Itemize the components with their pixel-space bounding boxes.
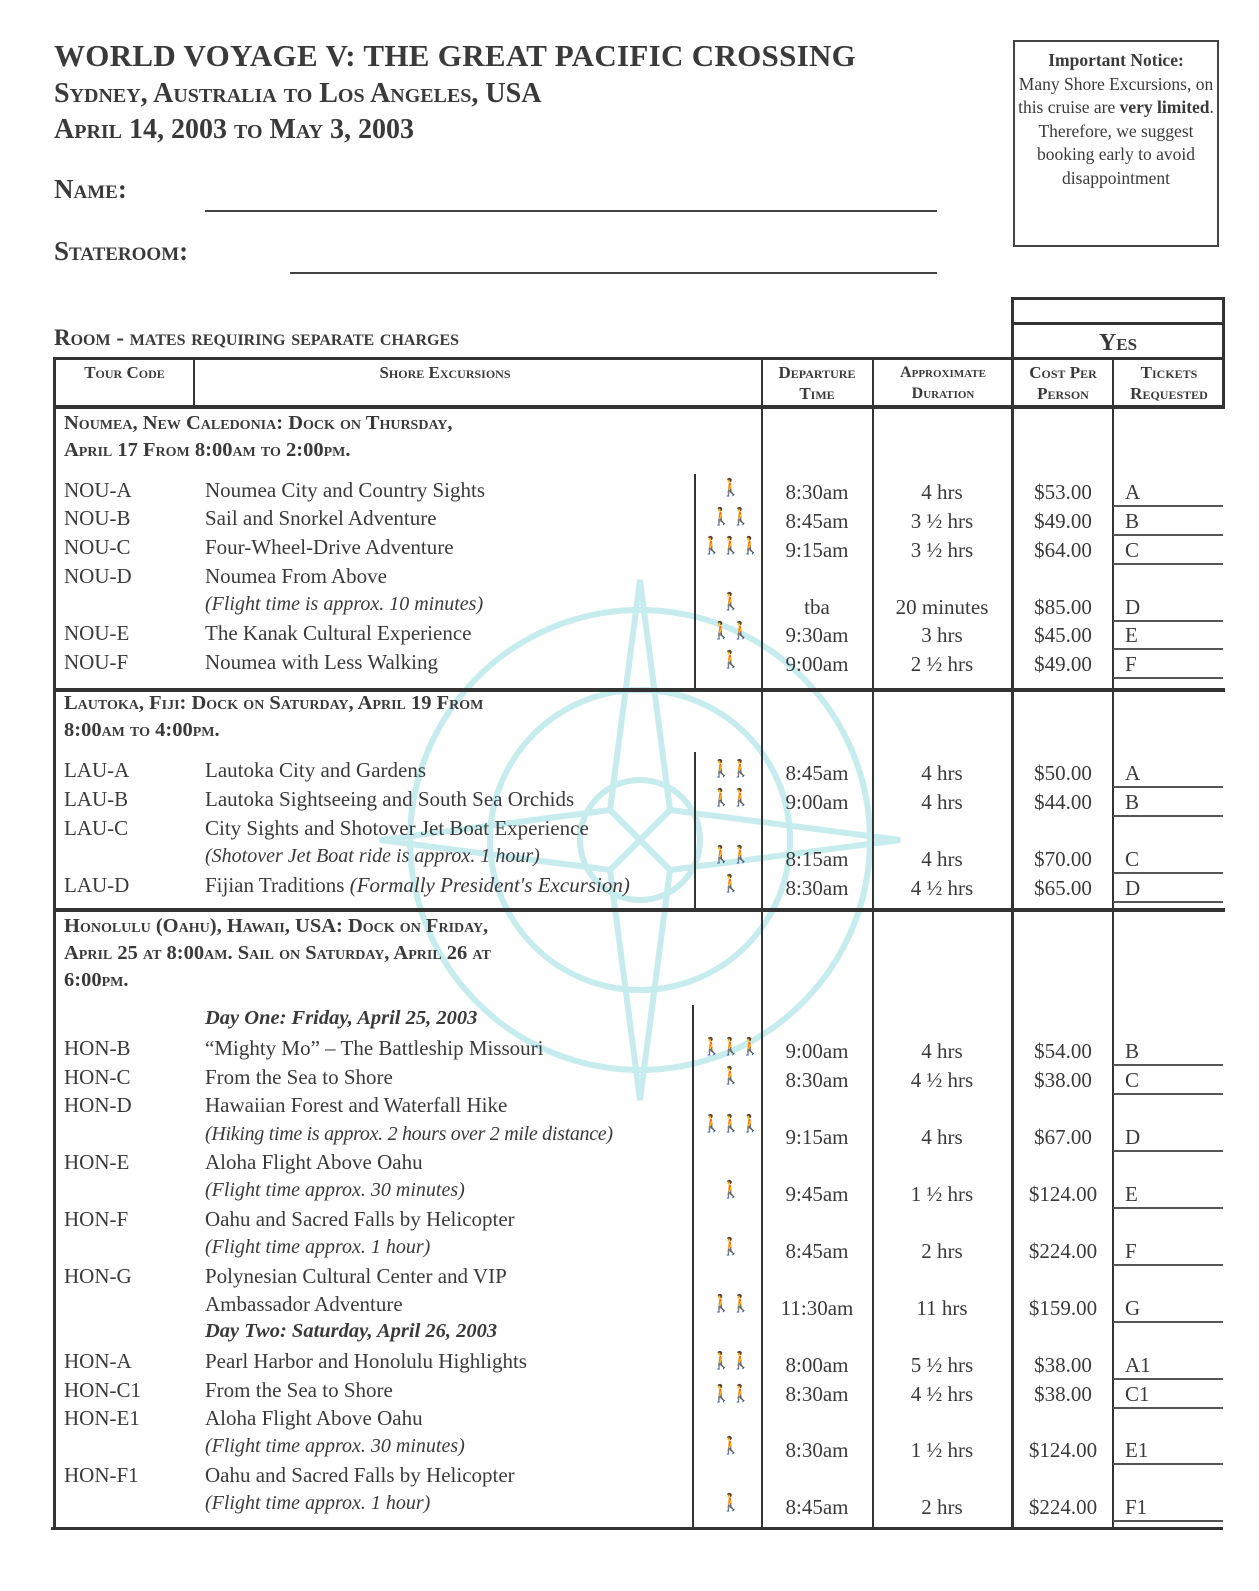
ticket-entry-line[interactable]	[1113, 1463, 1223, 1465]
table-top-rule	[53, 357, 1225, 360]
ticket-entry-line[interactable]	[1113, 1321, 1223, 1323]
ticket-code: E	[1125, 1182, 1138, 1206]
ticket-code: D	[1125, 595, 1141, 619]
excursion-name: Noumea with Less Walking	[205, 650, 438, 674]
tour-code: HON-C1	[64, 1378, 141, 1402]
ticket-code: A1	[1125, 1353, 1151, 1377]
excursion-name: Oahu and Sacred Falls by Helicopter	[205, 1463, 515, 1487]
cost: $224.00	[1028, 1239, 1098, 1263]
name-label: Name:	[54, 174, 127, 204]
excursion-name: From the Sea to Shore	[205, 1065, 393, 1089]
excursion-name: Fijian Traditions (Formally President's Excursion)	[205, 873, 630, 897]
cost: $50.00	[1034, 761, 1092, 785]
tour-code: HON-D	[64, 1093, 132, 1117]
ticket-code: C	[1125, 847, 1140, 871]
activity-level-icon: 🚶🚶	[710, 1294, 750, 1313]
duration: 2 ½ hrs	[910, 652, 974, 676]
excursion-name: Oahu and Sacred Falls by Helicopter	[205, 1207, 515, 1231]
cost: $67.00	[1034, 1125, 1092, 1149]
duration: 20 minutes	[895, 595, 989, 619]
excursion-note: (Shotover Jet Boat ride is approx. 1 hour)	[205, 845, 540, 867]
excursion-name: Aloha Flight Above Oahu	[205, 1150, 423, 1174]
departure-time: tba	[804, 595, 830, 619]
activity-level-icon: 🚶	[720, 1237, 740, 1256]
cost: $44.00	[1034, 790, 1092, 814]
activity-divider	[694, 474, 696, 689]
ticket-entry-line[interactable]	[1113, 1378, 1223, 1380]
excursion-note: (Flight time approx. 1 hour)	[205, 1236, 431, 1258]
activity-level-icon: 🚶🚶	[710, 1384, 750, 1403]
excursion-name: Lautoka City and Gardens	[205, 758, 427, 782]
ticket-code: F1	[1125, 1495, 1148, 1519]
stateroom-field[interactable]	[290, 272, 937, 274]
day-one-heading: Day One: Friday, April 25, 2003	[205, 1007, 478, 1029]
ticket-entry-line[interactable]	[1113, 563, 1223, 565]
excursion-name: The Kanak Cultural Experience	[205, 621, 472, 645]
duration: 4 hrs	[921, 1125, 963, 1149]
activity-level-icon: 🚶🚶	[710, 1351, 750, 1370]
ticket-entry-line[interactable]	[1113, 1520, 1223, 1522]
ticket-entry-line[interactable]	[1113, 1150, 1223, 1152]
departure-time: 8:45am	[785, 761, 849, 785]
ticket-code: G	[1125, 1296, 1141, 1320]
col-cost-per-person: Cost Per Person	[1029, 363, 1097, 403]
duration: 3 hrs	[921, 623, 963, 647]
ticket-code: C	[1125, 1068, 1140, 1092]
voyage-route: Sydney, Australia to Los Angeles, USA	[54, 78, 542, 109]
excursion-name: Noumea City and Country Sights	[205, 478, 485, 502]
ticket-entry-line[interactable]	[1113, 815, 1223, 817]
cost: $85.00	[1034, 595, 1092, 619]
notice-text-bold: very limited	[1119, 97, 1210, 117]
ticket-code: C1	[1125, 1382, 1150, 1406]
tour-code: NOU-F	[64, 650, 129, 674]
ticket-entry-line[interactable]	[1113, 1093, 1223, 1095]
day-two-heading: Day Two: Saturday, April 26, 2003	[205, 1320, 498, 1342]
tour-code: NOU-C	[64, 535, 131, 559]
col-tour-code: Tour Code	[84, 363, 165, 382]
table-left-border	[53, 357, 56, 1530]
activity-level-icon: 🚶🚶	[710, 788, 750, 807]
cost: $54.00	[1034, 1039, 1092, 1063]
excursion-name: Four-Wheel-Drive Adventure	[205, 535, 454, 559]
duration: 1 ½ hrs	[910, 1182, 974, 1206]
activity-level-icon: 🚶🚶	[710, 845, 750, 864]
departure-time: 8:45am	[785, 509, 849, 533]
ticket-code: D	[1125, 1125, 1141, 1149]
ticket-entry-line[interactable]	[1113, 1264, 1223, 1266]
tour-code: HON-A	[64, 1349, 132, 1373]
cost: $38.00	[1034, 1068, 1092, 1092]
ticket-entry-line[interactable]	[1113, 620, 1223, 622]
departure-time: 8:30am	[785, 1382, 849, 1406]
ticket-code: E	[1125, 623, 1138, 647]
ticket-code: A	[1125, 761, 1141, 785]
duration: 3 ½ hrs	[910, 538, 974, 562]
tour-code: HON-F1	[64, 1463, 139, 1487]
cost: $38.00	[1034, 1382, 1092, 1406]
cost: $65.00	[1034, 876, 1092, 900]
ticket-entry-line[interactable]	[1113, 1207, 1223, 1209]
notice-text-b: . Therefore, we suggest booking early to avoid disappointment	[1037, 97, 1214, 188]
notice-heading: Important Notice:	[1048, 50, 1184, 70]
ticket-entry-line[interactable]	[1113, 677, 1223, 679]
ticket-code: B	[1125, 509, 1140, 533]
col-departure-time: Departure Time	[778, 363, 856, 403]
tour-code: HON-E	[64, 1150, 130, 1174]
excursion-name: “Mighty Mo” – The Battleship Missouri	[205, 1036, 544, 1060]
activity-level-icon: 🚶	[720, 874, 740, 893]
excursion-name: Aloha Flight Above Oahu	[205, 1406, 423, 1430]
activity-level-icon: 🚶🚶	[710, 759, 750, 778]
ticket-entry-line[interactable]	[1113, 648, 1223, 650]
ticket-code: F	[1125, 652, 1137, 676]
activity-level-icon: 🚶🚶🚶	[701, 1037, 759, 1056]
tour-code: LAU-C	[64, 816, 129, 840]
ticket-entry-line[interactable]	[1113, 872, 1223, 874]
ticket-code: C	[1125, 538, 1140, 562]
tour-code: LAU-B	[64, 787, 129, 811]
excursion-note: (Hiking time is approx. 2 hours over 2 mile distance)	[205, 1123, 613, 1145]
ticket-code: A	[1125, 480, 1141, 504]
cost: $224.00	[1028, 1495, 1098, 1519]
departure-time: 9:15am	[785, 538, 849, 562]
excursion-note: (Flight time is approx. 10 minutes)	[205, 593, 484, 615]
activity-level-icon: 🚶	[720, 592, 740, 611]
duration: 4 hrs	[921, 847, 963, 871]
duration: 4 ½ hrs	[910, 876, 974, 900]
ticket-entry-line[interactable]	[1113, 534, 1223, 536]
excursion-name: From the Sea to Shore	[205, 1378, 393, 1402]
departure-time: 8:00am	[785, 1353, 849, 1377]
cost: $124.00	[1028, 1438, 1098, 1462]
activity-level-icon: 🚶	[720, 1180, 740, 1199]
activity-level-icon: 🚶	[720, 1493, 740, 1512]
departure-time: 9:00am	[785, 652, 849, 676]
activity-divider	[694, 752, 696, 909]
activity-level-icon: 🚶🚶	[710, 507, 750, 526]
important-notice-box	[1013, 40, 1219, 247]
ticket-entry-line[interactable]	[1113, 1064, 1223, 1066]
cost: $38.00	[1034, 1353, 1092, 1377]
ticket-code: F	[1125, 1239, 1137, 1263]
duration: 4 ½ hrs	[910, 1068, 974, 1092]
departure-time: 9:45am	[785, 1182, 849, 1206]
name-field[interactable]	[205, 210, 937, 212]
excursion-name: Noumea From Above	[205, 564, 387, 588]
duration: 2 hrs	[921, 1239, 963, 1263]
tour-code: HON-G	[64, 1264, 132, 1288]
tour-code: NOU-A	[64, 478, 132, 502]
tour-code: HON-E1	[64, 1406, 140, 1430]
activity-level-icon: 🚶🚶🚶	[701, 536, 759, 555]
tour-code: HON-B	[64, 1036, 131, 1060]
departure-time: 8:15am	[785, 847, 849, 871]
duration: 3 ½ hrs	[910, 509, 974, 533]
activity-level-icon: 🚶🚶	[710, 621, 750, 640]
excursion-note: (Flight time approx. 1 hour)	[205, 1492, 431, 1514]
excursion-name: City Sights and Shotover Jet Boat Experience	[205, 816, 589, 840]
cost: $159.00	[1028, 1296, 1098, 1320]
activity-level-icon: 🚶	[720, 650, 740, 669]
departure-time: 8:30am	[785, 876, 849, 900]
cost: $70.00	[1034, 847, 1092, 871]
excursion-name: Hawaiian Forest and Waterfall Hike	[205, 1093, 508, 1117]
excursion-note: (Flight time approx. 30 minutes)	[205, 1179, 465, 1201]
table-bottom-rule	[51, 1527, 1223, 1530]
ticket-entry-line[interactable]	[1113, 786, 1223, 788]
activity-divider	[692, 1005, 694, 1529]
departure-time: 9:30am	[785, 623, 849, 647]
ticket-code: B	[1125, 790, 1140, 814]
section-header-noumea: Noumea, New Caledonia: Dock on Thursday, April 17 From 8:00am to 2:00pm.	[64, 412, 453, 461]
cost: $45.00	[1034, 623, 1092, 647]
cost: $124.00	[1028, 1182, 1098, 1206]
duration: 4 ½ hrs	[910, 1382, 974, 1406]
yes-checkbox-box[interactable]	[1011, 297, 1225, 325]
tour-code: NOU-E	[64, 621, 130, 645]
cost: $49.00	[1034, 652, 1092, 676]
roommates-label: Room - mates requiring separate charges	[54, 325, 460, 350]
duration: 4 hrs	[921, 1039, 963, 1063]
header-bottom-rule	[53, 405, 1225, 409]
departure-time: 8:30am	[785, 1068, 849, 1092]
departure-time: 9:00am	[785, 790, 849, 814]
yes-label: Yes	[1011, 322, 1225, 360]
departure-time: 9:15am	[785, 1125, 849, 1149]
col-approx-duration: Approximate Duration	[900, 364, 986, 402]
excursion-note: (Flight time approx. 30 minutes)	[205, 1435, 465, 1457]
section-header-lautoka: Lautoka, Fiji: Dock on Saturday, April 19 From 8:00am to 4:00pm.	[64, 692, 484, 741]
tour-code: HON-F	[64, 1207, 129, 1231]
ticket-code: D	[1125, 876, 1141, 900]
departure-time: 9:00am	[785, 1039, 849, 1063]
cost: $64.00	[1034, 538, 1092, 562]
tour-code: NOU-D	[64, 564, 132, 588]
cost: $49.00	[1034, 509, 1092, 533]
duration: 11 hrs	[916, 1296, 968, 1320]
duration: 2 hrs	[921, 1495, 963, 1519]
duration: 5 ½ hrs	[910, 1353, 974, 1377]
ticket-entry-line[interactable]	[1113, 1407, 1223, 1409]
ticket-code: B	[1125, 1039, 1140, 1063]
notice-text-a: Many Shore Excursions, on this cruise are	[1018, 73, 1214, 117]
duration: 4 hrs	[921, 790, 963, 814]
section-header-honolulu: Honolulu (Oahu), Hawaii, USA: Dock on Friday, April 25 at 8:00am. Sail on Saturday, April 26 at 6:00pm.	[64, 915, 491, 991]
stateroom-label: Stateroom:	[54, 236, 189, 266]
excursion-name: Polynesian Cultural Center and VIP	[205, 1264, 507, 1288]
departure-time: 8:30am	[785, 480, 849, 504]
tour-code: HON-C	[64, 1065, 131, 1089]
excursion-name: Pearl Harbor and Honolulu Highlights	[205, 1349, 527, 1373]
voyage-dates: April 14, 2003 to May 3, 2003	[54, 114, 415, 145]
activity-level-icon: 🚶	[720, 1436, 740, 1455]
duration: 1 ½ hrs	[910, 1438, 974, 1462]
tour-code: LAU-D	[64, 873, 130, 897]
departure-time: 8:45am	[785, 1495, 849, 1519]
excursion-name-cont: Ambassador Adventure	[205, 1292, 403, 1316]
departure-time: 8:30am	[785, 1438, 849, 1462]
activity-level-icon: 🚶	[720, 1066, 740, 1085]
activity-level-icon: 🚶🚶🚶	[701, 1114, 759, 1133]
tour-code: LAU-A	[64, 758, 130, 782]
ticket-entry-line[interactable]	[1113, 505, 1223, 507]
col-shore-excursions: Shore Excursions	[379, 363, 511, 382]
duration: 4 hrs	[921, 761, 963, 785]
departure-time: 8:45am	[785, 1239, 849, 1263]
col-tickets-requested: Tickets Requested	[1130, 363, 1208, 403]
ticket-entry-line[interactable]	[1113, 901, 1223, 903]
section-divider	[53, 908, 1225, 912]
departure-time: 11:30am	[780, 1296, 854, 1320]
ticket-code: E1	[1125, 1438, 1149, 1462]
activity-level-icon: 🚶	[720, 478, 740, 497]
duration: 4 hrs	[921, 480, 963, 504]
cost: $53.00	[1034, 480, 1092, 504]
excursion-name: Lautoka Sightseeing and South Sea Orchids	[205, 787, 575, 811]
voyage-title: WORLD VOYAGE V: THE GREAT PACIFIC CROSSING	[54, 38, 857, 73]
excursion-name: Sail and Snorkel Adventure	[205, 506, 437, 530]
tour-code: NOU-B	[64, 506, 131, 530]
